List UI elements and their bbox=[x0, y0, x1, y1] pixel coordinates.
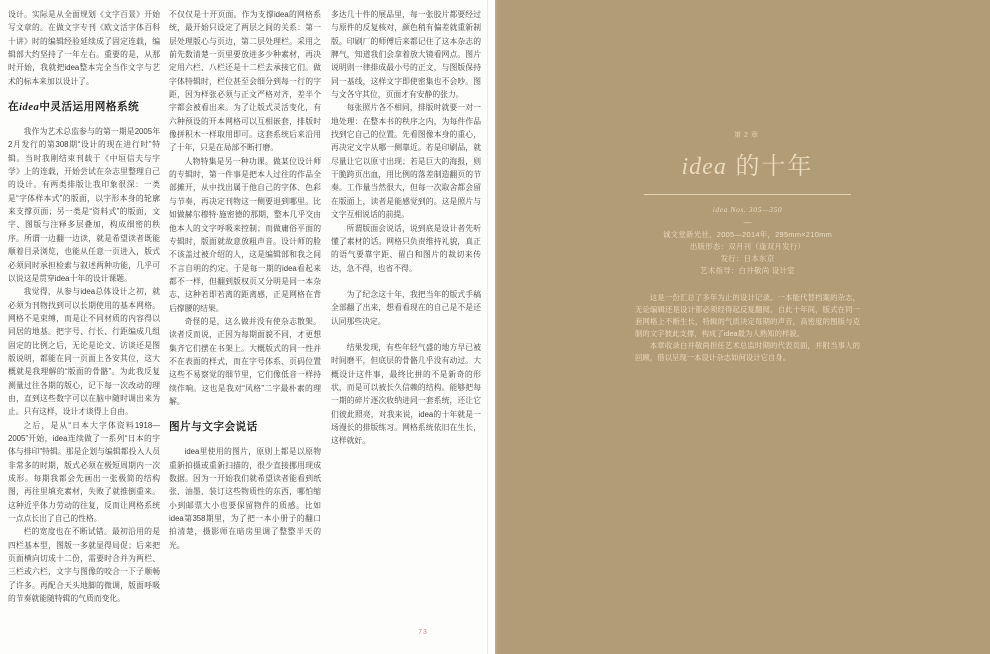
body-paragraph: 本章收录白井敬尚担任艺术总监时期的代表页面，并附当事人的回顾，借以呈现一本设计杂志如何设计它自身。 bbox=[635, 341, 860, 362]
body-paragraph: 奇怪的是，这么做并没有使杂志散架。读者反而说，正因为每期面貌不同，才更想集齐它们摆在书架上。大概版式的同一性并不在表面的样式，而在字号体系、页码位置这些不易察觉的细节里，它们像低音一样持续作响。这也是我对“风格”二字最朴素的理解。 bbox=[169, 316, 321, 406]
chapter-mark: 第2章 bbox=[734, 132, 761, 139]
page-number: 73 bbox=[418, 629, 428, 636]
body-paragraph: 我觉得，从参与idea总体设计之初，就必须为刊物找到可以长期使用的基本网格。网格不是束缚，而是让不同材质的内容得以同居的地基。把字号、行长、行距编成几组固定的比例之后，无论是论文、访谈还是图版说明，都能在同一页面上各安其位，这大概就是我理解的“版面的骨骼”。为此我反复测量过往各期的版心，记下每一次改动的理由，直到这些数字可以在脑中随时调出来为止。只有这样，设计才谈得上自由。 bbox=[8, 287, 160, 417]
body-paragraph: 多达几十件的展品里，每一张胶片都要经过与原件的反复核对，颜色稍有偏差就重新制版。印刷厂的师傅后来都记住了这本杂志的脾气，知道我们会拿着放大镜看网点。图片说明则一律排成最小号的正文，与图版保持同一基线，这样文字即使密集也不会吵。图与文各守其位，页面才有安静的张力。 bbox=[331, 10, 481, 100]
chapter-opener-block bbox=[635, 130, 860, 364]
body-paragraph: 结果发现，有些年轻气盛的地方早已被时间磨平，但底层的骨骼几乎没有动过。大概设计这件事，最终比拼的不是新奇的形状，而是可以被长久信赖的结构。能够把每一期的碎片逐次收纳进同一套系统，还让它们彼此照亮，对我来说，idea的十年就是一场漫长的排版练习。网格系统依旧在生长，这样就好。 bbox=[331, 342, 481, 446]
body-paragraph: 所谓版面会说话，说到底是设计者先听懂了素材的话。网格只负责维持礼貌，真正的语气要靠字距、留白和图片的裁切来传达，急不得，也省不得。 bbox=[331, 223, 481, 273]
body-paragraph: 为了纪念这十年，我把当年的版式手稿全部翻了出来，想看看现在的自己是不是还认同那些决定。 bbox=[331, 289, 481, 326]
heading-text: 在 bbox=[8, 101, 20, 114]
heading-latin-word: idea bbox=[19, 102, 40, 114]
chapter-title-latin: idea bbox=[681, 154, 727, 180]
body-paragraph: 我作为艺术总监参与的第一期是2005年2月发行的第308期“设计的现在进行时”特辑。当时我刚结束刊载于《中垣信夫与字学》上的连载，开始尝试在杂志里整理自己的设计。有两类排版让我印象很深：一类是“字体样本式”的版面，以字形本身的轮廓来支撑页面；另一类是“资料式”的版面，文字、图版与注释多层叠加，构成细密的秩序。所谓一边翻一边读，就是希望读者既能顺着目录浏览，也能从任意一页进入，版式必须同时承担检索与叙述两种功能，几乎可以说这是贯穿idea十年的设计课题。 bbox=[8, 127, 160, 283]
right-page-chapter-opener bbox=[495, 0, 990, 654]
body-paragraph: 每张照片各不相同，排版时就要一对一地处理：在整本书的秩序之内，为每件作品找到它自己的位置。先看图像本身的重心，再决定文字从哪一侧靠近。若是印刷品，就尽量让它以原寸出现；若是巨大的海报，则干脆跨页出血，用比例的落差制造翻页的节奏。工作量当然很大，但每一次取舍都会留在版面上，读者是能感觉到的。这是照片与文字互相说话的前提。 bbox=[331, 103, 481, 220]
spine-highlight bbox=[495, 0, 498, 654]
colophon-line: 出版形态：双月刊（逢双月发行） bbox=[689, 242, 806, 251]
page-edge-shadow bbox=[487, 0, 488, 654]
body-paragraph: 人物特集是另一种功课。做某位设计师的专辑时，第一件事是把本人过往的作品全部摊开，从中找出属于他自己的字体、色彩与节奏，再决定刊物这一侧要退到哪里。比如做赫尔穆特·施密德的那期，整本几乎交由他本人的文字呼吸来控制；而做庸俗平面的专辑时，版面就故意放粗声音。设计师的脸不该盖过被介绍的人，这是编辑部和我之间不言自明的约定。于是每一期的idea看起来都不一样，但翻到版权页又分明是同一本杂志，这种若即若离的距离感，正是网格在背后撑腰的结果。 bbox=[169, 156, 321, 313]
colophon-line: 艺术指导：白井敬尚 设计室 bbox=[700, 266, 795, 275]
body-paragraph: 之后，是从“日本大字体资料1918—2005”开始，idea连续做了一系列“日本的字体与排印”特辑。那是企划与编辑都投入人员非常多的时期，版式必须在极短周期内一次成形。每期我都会先画出一张极简的结构图，再往里填充素材，失败了就推倒重来。这种近乎体力劳动的往复，反而让网格系统一点点长出了自己的性格。 bbox=[8, 420, 160, 524]
section-heading-grid-system bbox=[8, 101, 160, 114]
chapter-title-chinese: 的十年 bbox=[726, 153, 814, 180]
body-paragraph: 不仅仅是十开页面。作为支撑idea的网格系统，最开始只设定了两层之间的关系：第一层处理版心与页边，第二层处理栏。采用之前先数清楚一页里要放进多少种素材，再决定用六栏、八栏还是十二栏去承接它们。做字体特辑时，栏位甚至会细分到每一行的字距，因为样张必须与正文严格对齐，差半个字都会被看出来。为了让版式灵活变化，有六种预设的开本网格可以互相嵌套，排版时像拼积木一样取用即可。这套系统后来沿用了十年，只是在局部不断打磨。 bbox=[169, 10, 321, 153]
body-paragraph: idea里使用的图片，原则上都是以原物重新拍摄或重新扫描的，很少直接挪用现成数据。因为一开始我们就希望读者能看到纸张、油墨、装订这些物质性的东西，哪怕缩小到邮票大小也要保留物件的质感。比如idea第358期里，为了把一本小册子的翻口拍清楚，摄影师在暗房里调了整整半天的光。 bbox=[169, 447, 321, 550]
text-column-3 bbox=[331, 8, 481, 640]
text-column-1 bbox=[8, 8, 160, 640]
chapter-intro-paragraphs bbox=[635, 292, 860, 364]
chapter-title bbox=[635, 152, 860, 182]
text-column-2 bbox=[169, 8, 321, 640]
colophon-line: 诚文堂新光社，2005—2014年，295mm×210mm bbox=[662, 230, 833, 239]
title-divider-rule bbox=[644, 194, 851, 195]
colophon-line: 发行：日本东京 bbox=[720, 254, 775, 263]
body-paragraph: 栏的宽度也在不断试错。最初沿用的是四栏基本型，图版一多就显得局促；后来把页面横向切成十二份，需要时合并为两栏、三栏或六栏，文字与图像的咬合一下子顺畅了许多。再配合天头地脚的微调，版面呼吸的节奏就能随特辑的气质而变化。 bbox=[8, 527, 160, 604]
body-paragraph: 设计。实际是从全面规划《文字百景》开始写文章的。在做文字专刊《欧文活字体百科十讲》时的编辑经验延续成了固定连载，编辑部大约坚持了一年左右。重要的是，从那时开始，我就把idea整本完全当作文字与艺术的标本来加以设计了。 bbox=[8, 10, 160, 86]
em-dash-ornament: — bbox=[743, 218, 752, 227]
section-heading-images-and-text: 图片与文字会说话 bbox=[169, 421, 258, 434]
heading-text: 中灵活运用网格系统 bbox=[39, 101, 140, 114]
body-paragraph: 这是一份汇总了多年为止的设计记录。一本能代替档案的杂志，无论编辑还是设计都必须经得起反复翻阅。自此十年间，版式在同一套网格上不断生长，特辑的气质决定每期的声音，高密度的图版与克制的文字彼此支撑，构成了idea最为人熟知的样貌。 bbox=[635, 293, 860, 338]
issue-range: idea Nos. 305—350 bbox=[712, 205, 783, 214]
